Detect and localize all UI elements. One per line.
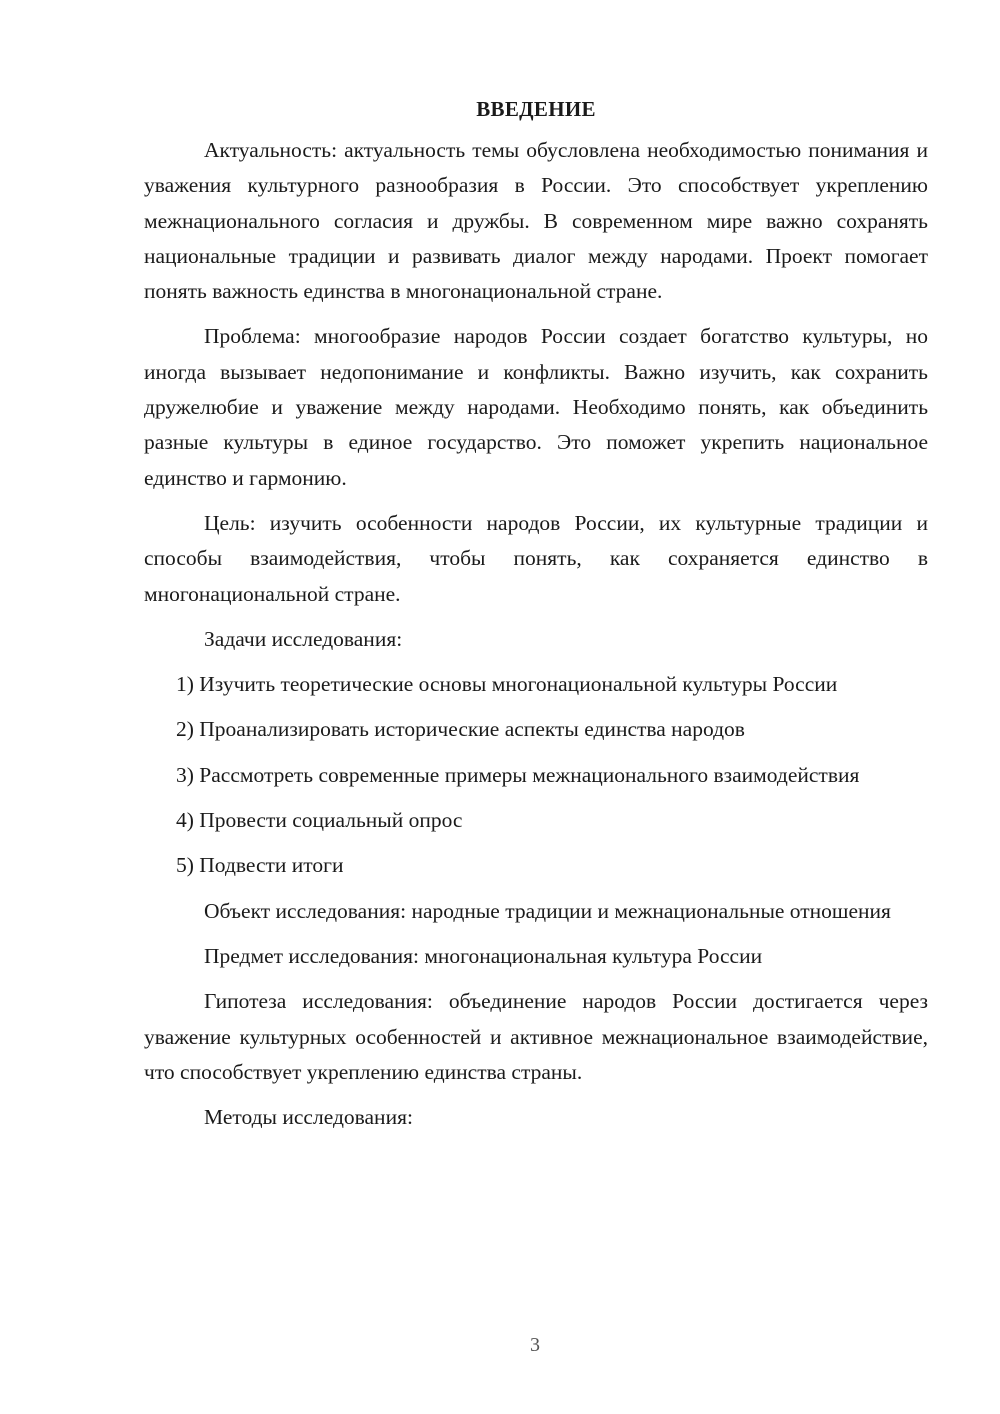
tasks-heading: Задачи исследования: xyxy=(204,626,403,651)
hypothesis-paragraph: Гипотеза исследования: объединение народов России достигается через уважение культурных особенностей и активное межнациональное взаимодействие, что способствует укреплению единства страны. xyxy=(144,989,928,1084)
page-number: 3 xyxy=(530,1334,540,1356)
problem-paragraph: Проблема: многообразие народов России создает богатство культуры, но иногда вызывает недопонимание и конфликты. Важно изучить, как сохранить дружелюбие и уважение между народами. Необходимо понять, как объединить разные культуры в единое государство. Это поможет укрепить национальное единство и гармонию. xyxy=(144,324,928,490)
task-item: 5) Подвести итоги xyxy=(176,853,344,878)
task-item: 3) Рассмотреть современные примеры межнационального взаимодействия xyxy=(176,762,860,787)
methods-heading: Методы исследования: xyxy=(204,1105,413,1130)
object-paragraph: Объект исследования: народные традиции и межнациональные отношения xyxy=(204,898,891,923)
section-title: ВВЕДЕНИЕ xyxy=(476,97,596,121)
task-item: 4) Провести социальный опрос xyxy=(176,808,463,833)
relevance-paragraph: Актуальность: актуальность темы обусловлена необходимостью понимания и уважения культурного разнообразия в России. Это способствует укреплению межнационального согласия и дружбы. В современном мире важно сохранять национальные традиции и развивать диалог между народами. Проект помогает понять важность единства в многонациональной стране. xyxy=(144,138,928,304)
document-page xyxy=(144,92,928,1145)
subject-paragraph: Предмет исследования: многонациональная культура России xyxy=(204,943,763,968)
task-item: 1) Изучить теоретические основы многонациональной культуры России xyxy=(176,672,838,697)
goal-paragraph: Цель: изучить особенности народов России, их культурные традиции и способы взаимодействия, чтобы понять, как сохраняется единство в многонациональной стране. xyxy=(144,510,928,606)
task-item: 2) Проанализировать исторические аспекты единства народов xyxy=(176,717,745,742)
